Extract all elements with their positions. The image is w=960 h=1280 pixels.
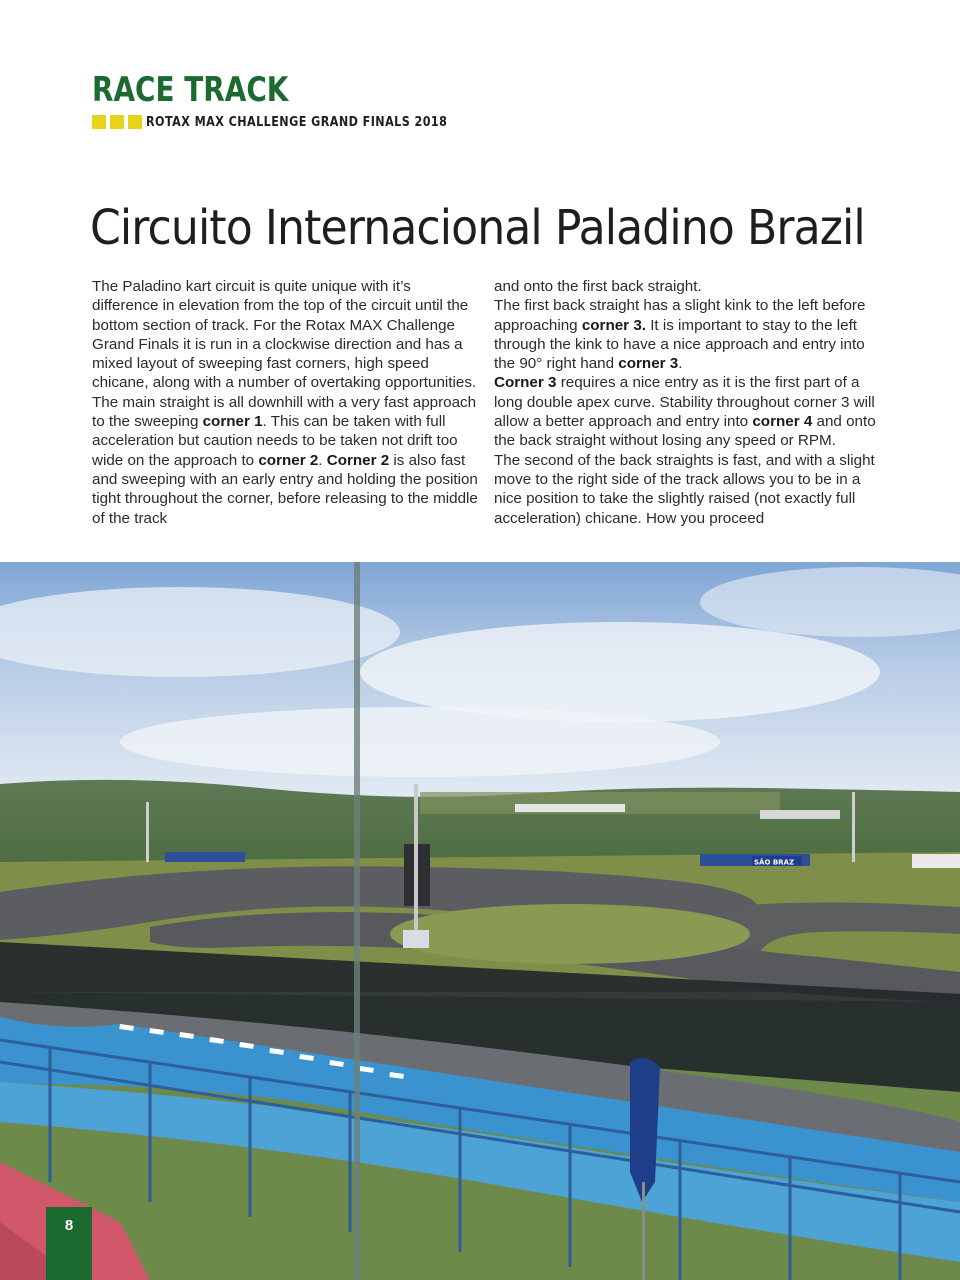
bold-term: corner 3. bbox=[581, 316, 646, 334]
yellow-square-icon bbox=[128, 115, 142, 129]
bold-term: corner 2 bbox=[258, 451, 319, 469]
bold-term: corner 4 bbox=[752, 413, 813, 431]
bold-term: Corner 3 bbox=[494, 374, 557, 392]
cloud bbox=[120, 707, 720, 777]
cloud bbox=[360, 622, 880, 722]
building bbox=[760, 810, 840, 819]
light-pole bbox=[146, 802, 149, 862]
article-left-column bbox=[92, 277, 480, 528]
article-paragraph bbox=[494, 296, 884, 373]
bold-term: Corner 2 bbox=[326, 451, 390, 469]
track-photo bbox=[0, 562, 960, 1280]
infield-grass bbox=[390, 904, 750, 964]
glass-divider bbox=[354, 562, 360, 1280]
paragraph-text: The second of the back straights is fast, and with a slight move to the right side of the track allows you to be in a nice position to take the slightly raised (not exactly full acceleration) chicane. How you proceed bbox=[494, 451, 875, 527]
section-title: RACE TRACK bbox=[92, 70, 289, 110]
bold-term: corner 3 bbox=[618, 355, 679, 373]
paragraph-text: is also fast and sweeping with an early entry and holding the position tight throughout the corner, before releasing to the middle of the track bbox=[92, 451, 478, 527]
paragraph-text: . This can be taken with full acceleration but caution needs to be taken not drift too wide on the approach to bbox=[92, 413, 458, 469]
paragraph-text: and onto the first back straight. bbox=[494, 278, 702, 295]
banner bbox=[912, 854, 960, 868]
building bbox=[515, 804, 625, 812]
paragraph-text: . bbox=[678, 355, 683, 373]
yellow-square-icon bbox=[92, 115, 106, 129]
article-paragraph bbox=[494, 373, 884, 450]
article-right-column bbox=[494, 277, 884, 528]
paragraph-text: and onto the back straight without losing any speed or RPM. bbox=[494, 413, 876, 450]
paragraph-text: . bbox=[318, 451, 327, 469]
paragraph-text: The main straight is all downhill with a very fast approach to the sweeping bbox=[92, 393, 477, 431]
light-pole bbox=[852, 792, 855, 862]
article-paragraph bbox=[494, 451, 884, 528]
event-subtitle: ROTAX MAX CHALLENGE GRAND FINALS 2018 bbox=[146, 114, 448, 130]
yellow-square-icon bbox=[110, 115, 124, 129]
banner-text: SÃO BRAZ bbox=[754, 858, 795, 867]
banner bbox=[165, 852, 245, 862]
article-paragraph bbox=[92, 277, 480, 393]
article-paragraph bbox=[92, 393, 480, 528]
umbrella-pole bbox=[642, 1182, 645, 1280]
bold-term: corner 1 bbox=[202, 413, 263, 431]
paragraph-text: The Paladino kart circuit is quite unique with it’s difference in elevation from the top of the circuit until the bottom section of track. For the Rotax MAX Challenge Grand Finals it is run in a clockwise direction and has a mixed layout of sweeping fast corners, high speed chicane, along with a number of overtaking opportunities. bbox=[92, 278, 477, 392]
article-title: Circuito Internacional Paladino Brazil bbox=[90, 200, 865, 256]
tower-pole bbox=[414, 784, 418, 944]
paragraph-text: requires a nice entry as it is the first part of a long double apex curve. Stability throughout corner 3 will allow a better approach and entry into bbox=[494, 374, 875, 431]
subtitle-row bbox=[92, 114, 496, 130]
tower-base bbox=[403, 930, 429, 948]
page-number: 8 bbox=[46, 1207, 92, 1280]
article-paragraph bbox=[494, 277, 884, 296]
paragraph-text: The first back straight has a slight kink to the left before approaching bbox=[494, 297, 866, 334]
paragraph-text: It is important to stay to the left through the kink to have a nice approach and entry into the 90° right hand bbox=[494, 316, 865, 373]
banner-sao-braz bbox=[752, 856, 802, 867]
